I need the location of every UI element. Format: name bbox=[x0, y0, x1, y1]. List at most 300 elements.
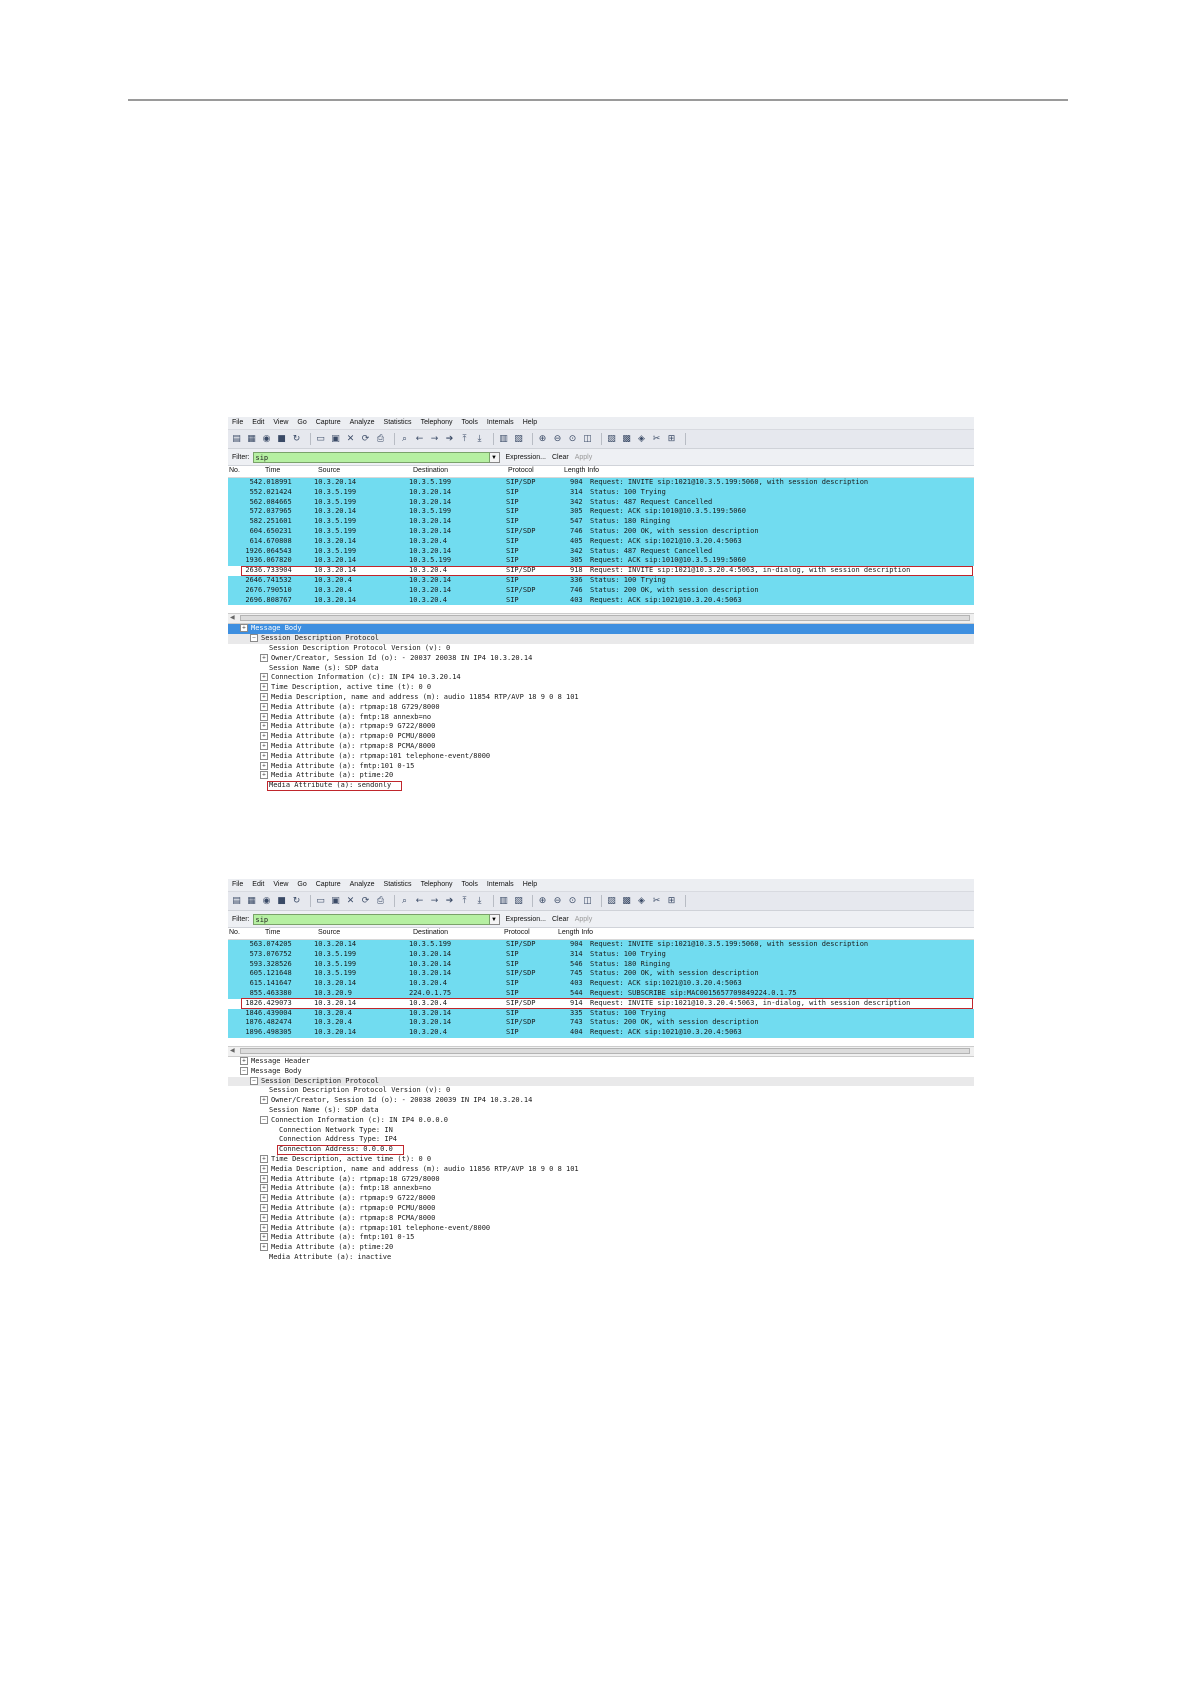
go-forward-icon[interactable]: → bbox=[430, 895, 439, 906]
menu-go[interactable]: Go bbox=[297, 419, 307, 426]
packet-row[interactable] bbox=[228, 556, 974, 566]
menu-capture[interactable]: Capture bbox=[315, 419, 341, 426]
detail-line[interactable] bbox=[228, 673, 974, 683]
detail-line[interactable] bbox=[228, 1116, 974, 1126]
menu-telephony[interactable]: Telephony bbox=[420, 881, 453, 888]
zoom-in-icon[interactable]: ⊕ bbox=[538, 433, 547, 444]
detail-text: Media Attribute (a): rtpmap:18 G729/8000 bbox=[271, 702, 440, 711]
cell-info: Request: ACK sip:1010@10.3.5.199:5060 bbox=[590, 507, 746, 516]
detail-line[interactable] bbox=[228, 683, 974, 693]
cell-destination: 10.3.20.14 bbox=[409, 546, 452, 555]
expand-icon[interactable]: + bbox=[261, 703, 267, 710]
expand-icon[interactable]: + bbox=[261, 733, 267, 740]
col-time[interactable]: Time bbox=[265, 929, 281, 936]
detail-text: Media Attribute (a): rtpmap:18 G729/8000 bbox=[271, 1174, 440, 1183]
detail-text: Time Description, active time (t): 0 0 bbox=[271, 683, 432, 692]
cell-length: 305 bbox=[570, 556, 583, 565]
col-source[interactable]: Source bbox=[318, 929, 341, 936]
apply-button[interactable]: Apply bbox=[574, 453, 593, 461]
go-back-icon[interactable]: ← bbox=[415, 895, 424, 906]
cell-info: Request: INVITE sip:1021@10.3.5.199:5060, with session description bbox=[590, 478, 869, 486]
expand-icon[interactable]: + bbox=[241, 625, 247, 632]
cell-source: 10.3.20.14 bbox=[314, 1028, 357, 1037]
close-file-icon[interactable]: ✕ bbox=[346, 895, 355, 906]
packet-row[interactable] bbox=[228, 507, 974, 517]
detail-text: Media Attribute (a): fmtp:18 annexb=no bbox=[271, 712, 432, 721]
detail-text: Connection Address Type: IP4 bbox=[279, 1135, 398, 1144]
cell-destination: 10.3.20.14 bbox=[409, 575, 452, 584]
go-last-icon[interactable]: ⤓ bbox=[477, 433, 482, 444]
clear-button[interactable]: Clear bbox=[551, 453, 569, 461]
cell-info: Request: ACK sip:1021@10.3.20.4:5063 bbox=[590, 595, 742, 604]
menu-capture[interactable]: Capture bbox=[315, 881, 341, 888]
selected-packet-row[interactable] bbox=[228, 999, 974, 1009]
cell-no: 184 bbox=[245, 1008, 258, 1017]
cell-length: 746 bbox=[570, 585, 583, 594]
cell-info: Status: 200 OK, with session description bbox=[590, 526, 759, 535]
filter-label: Filter: bbox=[232, 453, 250, 461]
cell-no: 56 bbox=[249, 940, 258, 948]
scroll-left-icon[interactable]: ◀ bbox=[230, 1047, 235, 1054]
detail-line[interactable] bbox=[228, 1067, 974, 1077]
zoom-out-icon[interactable]: ⊖ bbox=[553, 895, 562, 906]
scroll-left-icon[interactable]: ◀ bbox=[230, 615, 235, 622]
cell-info: Status: 180 Ringing bbox=[590, 517, 671, 526]
save-file-icon[interactable]: ▣ bbox=[331, 895, 340, 906]
detail-line[interactable] bbox=[228, 752, 974, 762]
page-header-rule bbox=[128, 99, 1068, 101]
help-icon[interactable]: ⊞ bbox=[667, 895, 676, 906]
expression-button[interactable]: Expression... bbox=[505, 453, 546, 461]
cell-info: Status: 180 Ringing bbox=[590, 959, 671, 968]
go-first-icon[interactable]: ⤒ bbox=[462, 433, 467, 444]
menu-help[interactable]: Help bbox=[522, 881, 538, 888]
detail-line[interactable] bbox=[228, 634, 974, 644]
col-destination[interactable]: Destination bbox=[413, 929, 449, 936]
packet-row[interactable] bbox=[228, 969, 974, 979]
open-file-icon[interactable]: ▭ bbox=[316, 433, 325, 444]
cell-info: Request: ACK sip:1021@10.3.20.4:5063 bbox=[590, 536, 742, 545]
detail-line[interactable] bbox=[228, 1204, 974, 1214]
preferences-icon[interactable]: ✂ bbox=[652, 433, 661, 444]
col-source[interactable]: Source bbox=[318, 467, 341, 474]
collapse-icon[interactable]: − bbox=[241, 1067, 247, 1074]
collapse-icon[interactable]: − bbox=[251, 1077, 257, 1084]
col-no[interactable]: No. bbox=[229, 929, 240, 936]
colorize-icon[interactable]: ▧ bbox=[514, 433, 523, 444]
detail-line[interactable] bbox=[228, 1106, 974, 1116]
detail-line[interactable] bbox=[228, 1077, 974, 1087]
detail-line[interactable] bbox=[228, 732, 974, 742]
detail-text: Time Description, active time (t): 0 0 bbox=[271, 1154, 432, 1163]
cell-protocol: SIP bbox=[506, 949, 519, 958]
start-capture-icon[interactable]: ◉ bbox=[262, 433, 271, 444]
detail-line[interactable] bbox=[228, 771, 974, 781]
display-filters-icon[interactable]: ▩ bbox=[622, 895, 631, 906]
toolbar-separator bbox=[394, 433, 395, 445]
display-filter-input[interactable]: sip bbox=[253, 914, 490, 925]
help-icon[interactable]: ⊞ bbox=[667, 433, 676, 444]
detail-line[interactable] bbox=[228, 1155, 974, 1165]
detail-text: Connection Network Type: IN bbox=[279, 1125, 393, 1134]
autoscroll-icon[interactable]: ▥ bbox=[499, 895, 508, 906]
expand-icon[interactable]: + bbox=[261, 772, 267, 779]
expand-icon[interactable]: + bbox=[261, 1185, 267, 1192]
selected-packet-row[interactable] bbox=[228, 566, 974, 576]
expand-icon[interactable]: + bbox=[261, 1165, 267, 1172]
filter-dropdown-button[interactable]: ▼ bbox=[490, 452, 500, 463]
detail-line[interactable] bbox=[228, 1135, 974, 1145]
toolbar-separator bbox=[685, 433, 686, 445]
horizontal-scrollbar[interactable] bbox=[228, 1046, 974, 1057]
go-to-packet-icon[interactable]: ➔ bbox=[445, 895, 454, 906]
cell-length: 546 bbox=[570, 959, 583, 968]
menu-internals[interactable]: Internals bbox=[486, 419, 514, 426]
cell-info: Status: 100 Trying bbox=[590, 487, 666, 496]
detail-line[interactable] bbox=[228, 644, 974, 654]
scrollbar-thumb[interactable] bbox=[240, 1048, 970, 1054]
detail-line[interactable] bbox=[228, 654, 974, 664]
packet-row[interactable] bbox=[228, 1028, 974, 1038]
scrollbar-thumb[interactable] bbox=[240, 615, 970, 621]
cell-protocol: SIP bbox=[506, 536, 519, 545]
expand-icon[interactable]: + bbox=[261, 1097, 267, 1104]
detail-line[interactable] bbox=[228, 1096, 974, 1106]
go-to-packet-icon[interactable]: ➔ bbox=[445, 433, 454, 444]
col-destination[interactable]: Destination bbox=[413, 467, 449, 474]
detail-line[interactable] bbox=[228, 1233, 974, 1243]
expand-icon[interactable]: + bbox=[261, 1224, 267, 1231]
find-packet-icon[interactable]: ⌕ bbox=[401, 895, 408, 906]
cell-no: 192 bbox=[245, 546, 258, 555]
zoom-normal-icon[interactable]: ⊙ bbox=[568, 433, 577, 444]
cell-time: 5.463380 bbox=[258, 988, 292, 997]
cell-destination: 10.3.20.4 bbox=[409, 998, 447, 1007]
cell-source: 10.3.20.14 bbox=[314, 940, 357, 948]
cell-info: Status: 100 Trying bbox=[590, 1008, 666, 1017]
cell-time: 4.650231 bbox=[258, 526, 292, 535]
capture-options-icon[interactable]: ▦ bbox=[247, 433, 256, 444]
detail-line[interactable] bbox=[228, 1175, 974, 1185]
cell-length: 342 bbox=[570, 497, 583, 506]
cell-destination: 224.0.1.75 bbox=[409, 988, 452, 997]
expand-icon[interactable]: + bbox=[261, 752, 267, 759]
packet-row[interactable] bbox=[228, 537, 974, 547]
cell-no: 263 bbox=[245, 566, 258, 575]
cell-length: 404 bbox=[570, 1028, 583, 1037]
zoom-in-icon[interactable]: ⊕ bbox=[538, 895, 547, 906]
col-time[interactable]: Time bbox=[265, 467, 281, 474]
expand-icon[interactable]: + bbox=[261, 742, 267, 749]
menu-bar bbox=[228, 417, 974, 430]
toolbar-separator bbox=[394, 895, 395, 907]
cell-time: 6.064543 bbox=[258, 546, 292, 555]
packet-list bbox=[228, 940, 974, 1038]
cell-source: 10.3.20.4 bbox=[314, 575, 352, 584]
detail-line[interactable] bbox=[228, 1253, 974, 1263]
cell-length: 746 bbox=[570, 526, 583, 535]
menu-analyze[interactable]: Analyze bbox=[349, 881, 375, 888]
expand-icon[interactable]: + bbox=[261, 1234, 267, 1241]
cell-source: 10.3.20.14 bbox=[314, 998, 357, 1007]
cell-info: Status: 100 Trying bbox=[590, 949, 666, 958]
col-length-info[interactable]: Length Info bbox=[564, 467, 600, 474]
go-forward-icon[interactable]: → bbox=[430, 433, 439, 444]
detail-text: Session Name (s): SDP data bbox=[269, 1105, 379, 1114]
expand-icon[interactable]: + bbox=[261, 713, 267, 720]
go-last-icon[interactable]: ⤓ bbox=[477, 895, 482, 906]
menu-telephony[interactable]: Telephony bbox=[420, 419, 453, 426]
open-file-icon[interactable]: ▭ bbox=[316, 895, 325, 906]
detail-text: Media Attribute (a): ptime:20 bbox=[271, 771, 394, 780]
detail-text: Media Attribute (a): fmtp:18 annexb=no bbox=[271, 1184, 432, 1193]
menu-view[interactable]: View bbox=[273, 419, 289, 426]
detail-line[interactable] bbox=[228, 1145, 974, 1155]
packet-row[interactable] bbox=[228, 960, 974, 970]
autoscroll-icon[interactable]: ▥ bbox=[499, 433, 508, 444]
cell-time: 6.733904 bbox=[258, 566, 292, 575]
start-capture-icon[interactable]: ◉ bbox=[262, 895, 271, 906]
cell-info: Status: 487 Request Cancelled bbox=[590, 497, 713, 506]
menu-file[interactable]: File bbox=[232, 419, 244, 426]
coloring-rules-icon[interactable]: ◈ bbox=[638, 895, 645, 906]
cell-destination: 10.3.20.4 bbox=[409, 566, 447, 575]
col-protocol[interactable]: Protocol bbox=[504, 929, 530, 936]
cell-destination: 10.3.5.199 bbox=[409, 478, 452, 486]
stop-capture-icon[interactable]: ■ bbox=[277, 433, 286, 444]
display-filter-input[interactable]: sip bbox=[253, 452, 490, 463]
detail-line[interactable] bbox=[228, 781, 974, 791]
cell-destination: 10.3.20.14 bbox=[409, 949, 452, 958]
cell-destination: 10.3.20.4 bbox=[409, 979, 447, 988]
collapse-icon[interactable]: − bbox=[261, 1116, 267, 1123]
cell-no: 193 bbox=[245, 556, 258, 565]
packet-row[interactable] bbox=[228, 586, 974, 596]
menu-bar bbox=[228, 879, 974, 892]
interface-list-icon[interactable]: ▤ bbox=[232, 433, 241, 444]
cell-no: 57 bbox=[249, 507, 258, 516]
cell-protocol: SIP/SDP bbox=[506, 526, 536, 535]
capture-filters-icon[interactable]: ▨ bbox=[607, 433, 616, 444]
restart-capture-icon[interactable]: ↻ bbox=[292, 433, 301, 444]
col-length-info[interactable]: Length Info bbox=[558, 929, 594, 936]
print-icon[interactable]: ⎙ bbox=[376, 895, 385, 906]
cell-protocol: SIP/SDP bbox=[506, 969, 536, 978]
expand-icon[interactable]: + bbox=[261, 762, 267, 769]
packet-row[interactable] bbox=[228, 950, 974, 960]
expand-icon[interactable]: + bbox=[261, 684, 267, 691]
menu-go[interactable]: Go bbox=[297, 881, 307, 888]
detail-text: Media Attribute (a): inactive bbox=[269, 1252, 392, 1261]
cell-length: 405 bbox=[570, 536, 583, 545]
detail-line[interactable] bbox=[228, 1165, 974, 1175]
col-protocol[interactable]: Protocol bbox=[508, 467, 534, 474]
menu-file[interactable]: File bbox=[232, 881, 244, 888]
cell-no: 182 bbox=[245, 998, 258, 1007]
cell-source: 10.3.5.199 bbox=[314, 526, 357, 535]
cell-length: 544 bbox=[570, 988, 583, 997]
detail-text: Media Attribute (a): sendonly bbox=[269, 781, 392, 790]
detail-line[interactable] bbox=[228, 1057, 974, 1067]
cell-length: 914 bbox=[570, 998, 583, 1007]
expression-button[interactable]: Expression... bbox=[505, 915, 546, 923]
go-back-icon[interactable]: ← bbox=[415, 433, 424, 444]
cell-protocol: SIP bbox=[506, 988, 519, 997]
zoom-normal-icon[interactable]: ⊙ bbox=[568, 895, 577, 906]
cell-no: 187 bbox=[245, 1018, 258, 1027]
stop-capture-icon[interactable]: ■ bbox=[277, 895, 286, 906]
go-first-icon[interactable]: ⤒ bbox=[462, 895, 467, 906]
menu-help[interactable]: Help bbox=[522, 419, 538, 426]
expand-icon[interactable]: + bbox=[261, 1175, 267, 1182]
capture-options-icon[interactable]: ▦ bbox=[247, 895, 256, 906]
expand-icon[interactable]: + bbox=[261, 654, 267, 661]
menu-statistics[interactable]: Statistics bbox=[383, 881, 412, 888]
detail-text: Media Attribute (a): fmtp:101 0-15 bbox=[271, 1233, 415, 1242]
cell-time: 2.018991 bbox=[258, 478, 292, 486]
expand-icon[interactable]: + bbox=[261, 1244, 267, 1251]
cell-no: 59 bbox=[249, 959, 258, 968]
cell-destination: 10.3.5.199 bbox=[409, 556, 452, 565]
find-packet-icon[interactable]: ⌕ bbox=[401, 433, 408, 444]
filter-toolbar bbox=[228, 911, 974, 928]
menu-analyze[interactable]: Analyze bbox=[349, 419, 375, 426]
expand-icon[interactable]: + bbox=[261, 1155, 267, 1162]
packet-row[interactable] bbox=[228, 498, 974, 508]
cell-info: Request: SUBSCRIBE sip:MAC0015657709849224.0.1.75 bbox=[590, 988, 797, 997]
print-icon[interactable]: ⎙ bbox=[376, 433, 385, 444]
packet-details bbox=[228, 1057, 974, 1263]
detail-line[interactable] bbox=[228, 693, 974, 703]
toolbar-separator bbox=[493, 895, 494, 907]
capture-filters-icon[interactable]: ▨ bbox=[607, 895, 616, 906]
collapse-icon[interactable]: − bbox=[251, 635, 257, 642]
menu-internals[interactable]: Internals bbox=[486, 881, 514, 888]
expand-icon[interactable]: + bbox=[261, 693, 267, 700]
col-no[interactable]: No. bbox=[229, 467, 240, 474]
cell-info: Status: 100 Trying bbox=[590, 575, 666, 584]
packet-row[interactable] bbox=[228, 979, 974, 989]
expand-icon[interactable]: + bbox=[261, 1195, 267, 1202]
detail-line[interactable] bbox=[228, 1224, 974, 1234]
cell-protocol: SIP bbox=[506, 556, 519, 565]
detail-line[interactable] bbox=[228, 1214, 974, 1224]
coloring-rules-icon[interactable]: ◈ bbox=[638, 433, 645, 444]
packet-row[interactable] bbox=[228, 576, 974, 586]
cell-length: 904 bbox=[570, 478, 583, 486]
expand-icon[interactable]: + bbox=[261, 674, 267, 681]
preferences-icon[interactable]: ✂ bbox=[652, 895, 661, 906]
detail-text: Connection Information (c): IN IP4 10.3.20.14 bbox=[271, 673, 461, 682]
detail-line[interactable] bbox=[228, 703, 974, 713]
cell-info: Status: 200 OK, with session description bbox=[590, 969, 759, 978]
detail-line[interactable] bbox=[228, 624, 974, 634]
cell-source: 10.3.20.14 bbox=[314, 566, 357, 575]
packet-row[interactable] bbox=[228, 596, 974, 606]
expand-icon[interactable]: + bbox=[261, 1204, 267, 1211]
cell-time: 2.037965 bbox=[258, 507, 292, 516]
cell-length: 403 bbox=[570, 595, 583, 604]
packet-row[interactable] bbox=[228, 527, 974, 537]
cell-info: Status: 200 OK, with session description bbox=[590, 1018, 759, 1027]
detail-line[interactable] bbox=[228, 1243, 974, 1253]
cell-info: Request: INVITE sip:1021@10.3.20.4:5063, in-dialog, with session description bbox=[590, 998, 911, 1007]
cell-source: 10.3.20.4 bbox=[314, 585, 352, 594]
cell-no: 264 bbox=[245, 575, 258, 584]
cell-protocol: SIP/SDP bbox=[506, 1018, 536, 1027]
expand-icon[interactable]: + bbox=[261, 723, 267, 730]
packet-row[interactable] bbox=[228, 517, 974, 527]
cell-length: 403 bbox=[570, 979, 583, 988]
toolbar-separator bbox=[310, 433, 311, 445]
clear-button[interactable]: Clear bbox=[551, 915, 569, 923]
detail-line[interactable] bbox=[228, 742, 974, 752]
menu-edit[interactable]: Edit bbox=[252, 881, 265, 888]
packet-row[interactable] bbox=[228, 989, 974, 999]
filter-label: Filter: bbox=[232, 915, 250, 923]
packet-list-header bbox=[228, 466, 974, 478]
resize-columns-icon[interactable]: ◫ bbox=[583, 895, 592, 906]
toolbar-separator bbox=[532, 433, 533, 445]
close-file-icon[interactable]: ✕ bbox=[346, 433, 355, 444]
horizontal-scrollbar[interactable] bbox=[228, 613, 974, 624]
cell-source: 10.3.20.14 bbox=[314, 507, 357, 516]
detail-line[interactable] bbox=[228, 1194, 974, 1204]
detail-line[interactable] bbox=[228, 762, 974, 772]
menu-view[interactable]: View bbox=[273, 881, 289, 888]
detail-line[interactable] bbox=[228, 664, 974, 674]
resize-columns-icon[interactable]: ◫ bbox=[583, 433, 592, 444]
detail-line[interactable] bbox=[228, 722, 974, 732]
zoom-out-icon[interactable]: ⊖ bbox=[553, 433, 562, 444]
cell-source: 10.3.20.14 bbox=[314, 536, 357, 545]
colorize-icon[interactable]: ▧ bbox=[514, 895, 523, 906]
packet-row[interactable] bbox=[228, 940, 974, 950]
cell-source: 10.3.20.9 bbox=[314, 988, 352, 997]
expand-icon[interactable]: + bbox=[241, 1057, 247, 1064]
detail-line[interactable] bbox=[228, 1126, 974, 1136]
reload-icon[interactable]: ⟳ bbox=[361, 895, 370, 906]
cell-source: 10.3.5.199 bbox=[314, 497, 357, 506]
detail-line[interactable] bbox=[228, 1086, 974, 1096]
restart-capture-icon[interactable]: ↻ bbox=[292, 895, 301, 906]
cell-source: 10.3.20.14 bbox=[314, 478, 357, 486]
expand-icon[interactable]: + bbox=[261, 1214, 267, 1221]
packet-details bbox=[228, 624, 974, 791]
interface-list-icon[interactable]: ▤ bbox=[232, 895, 241, 906]
packet-row[interactable] bbox=[228, 547, 974, 557]
menu-statistics[interactable]: Statistics bbox=[383, 419, 412, 426]
apply-button[interactable]: Apply bbox=[574, 915, 593, 923]
cell-no: 60 bbox=[249, 969, 258, 978]
display-filters-icon[interactable]: ▩ bbox=[622, 433, 631, 444]
save-file-icon[interactable]: ▣ bbox=[331, 433, 340, 444]
detail-line[interactable] bbox=[228, 713, 974, 723]
cell-destination: 10.3.20.14 bbox=[409, 1008, 452, 1017]
menu-tools[interactable]: Tools bbox=[461, 881, 478, 888]
cell-protocol: SIP bbox=[506, 959, 519, 968]
packet-row[interactable] bbox=[228, 488, 974, 498]
reload-icon[interactable]: ⟳ bbox=[361, 433, 370, 444]
filter-dropdown-button[interactable]: ▼ bbox=[490, 914, 500, 925]
packet-row[interactable] bbox=[228, 1009, 974, 1019]
detail-line[interactable] bbox=[228, 1184, 974, 1194]
cell-source: 10.3.5.199 bbox=[314, 517, 357, 526]
packet-row[interactable] bbox=[228, 478, 974, 488]
menu-edit[interactable]: Edit bbox=[252, 419, 265, 426]
packet-row[interactable] bbox=[228, 1018, 974, 1028]
menu-tools[interactable]: Tools bbox=[461, 419, 478, 426]
